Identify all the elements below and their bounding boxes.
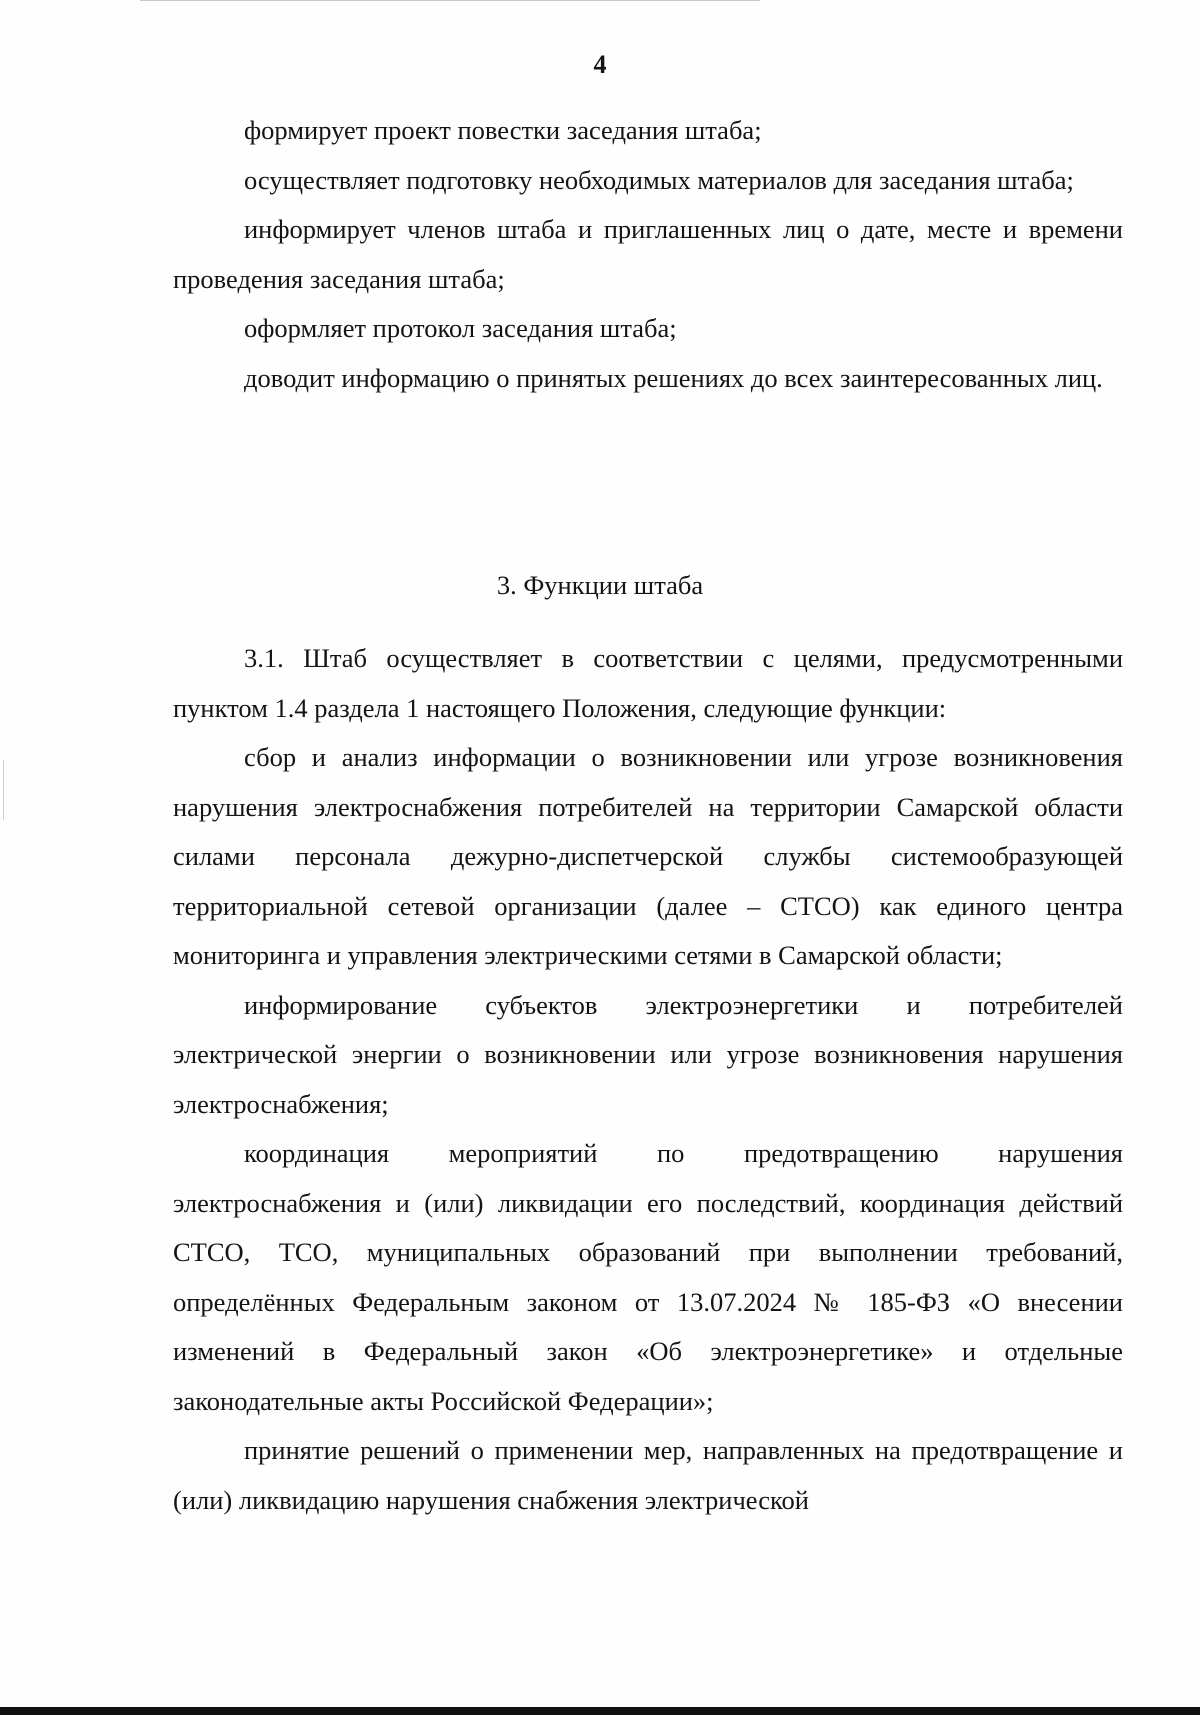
paragraph: информирование субъектов электроэнергетики и потребителей электрической энергии о возникновении или угрозе возникновения нарушения электроснабжения;	[173, 989, 1123, 1119]
section-heading: 3. Функции штаба	[496, 570, 704, 600]
scan-edge-bottom	[0, 1707, 1200, 1715]
paragraph: осуществляет подготовку необходимых материалов для заседания штаба;	[244, 164, 1074, 195]
paragraph: 3.1. Штаб осуществляет в соответствии с целями, предусмотренными пунктом 1.4 раздела 1 настоящего Положения, следующие функции:	[173, 643, 1123, 723]
text-block-bottom	[173, 634, 1123, 1525]
paragraph: информирует членов штаба и приглашенных лиц о дате, месте и времени проведения заседания штаба;	[173, 214, 1123, 294]
scan-edge-top	[140, 0, 760, 1]
paragraph: принятие решений о применении мер, направленных на предотвращение и (или) ликвидацию нарушения снабжения электрической	[173, 1435, 1123, 1515]
paragraph: доводит информацию о принятых решениях до всех заинтересованных лиц.	[244, 362, 1103, 393]
paragraph: сбор и анализ информации о возникновении или угрозе возникновения нарушения электроснабжения потребителей на территории Самарской области силами персонала дежурно-диспетчерской службы системообразующей территориальной сетевой организации (далее – СТСО) как единого центра мониторинга и управления электрическими сетями в Самарской области;	[173, 742, 1123, 970]
scan-edge-left	[3, 760, 4, 820]
text-block-top	[173, 106, 1123, 403]
paragraph: формирует проект повестки заседания штаба;	[244, 115, 762, 145]
paragraph: оформляет протокол заседания штаба;	[244, 313, 677, 343]
paragraph: координация мероприятий по предотвращению нарушения электроснабжения и (или) ликвидации его последствий, координация действий СТСО, ТСО, муниципальных образований при выполнении требований, определённых Федеральным законом от 13.07.2024 № 185-ФЗ «О внесении изменений в Федеральный закон «Об электроэнергетике» и отдельные законодательные акты Российской Федерации»;	[173, 1138, 1123, 1416]
page-number: 4	[593, 50, 607, 79]
